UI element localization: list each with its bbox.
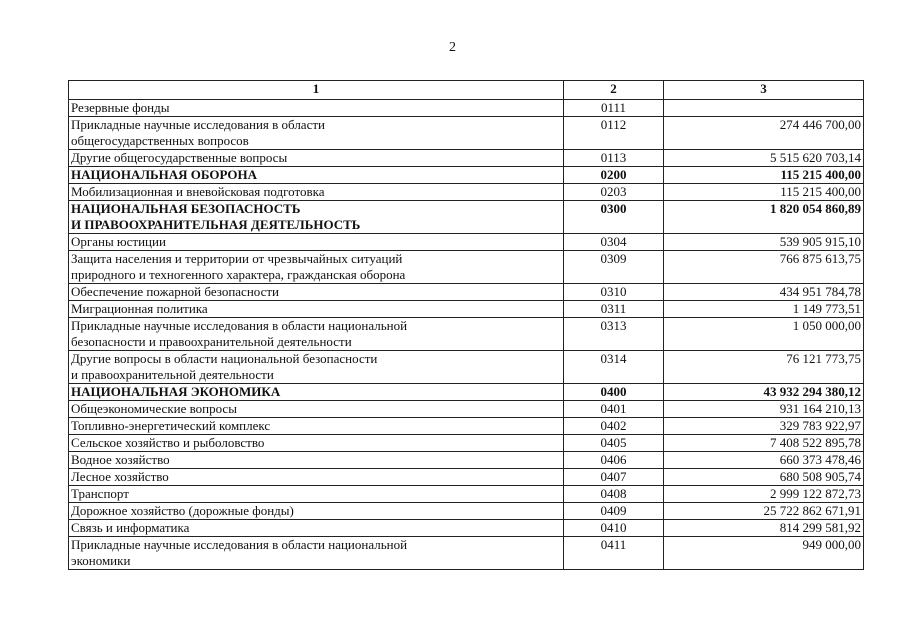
row-amount-cell: 434 951 784,78 [664, 284, 864, 301]
table-row [69, 100, 864, 117]
row-code-cell: 0200 [564, 167, 664, 184]
row-name-cell: НАЦИОНАЛЬНАЯ БЕЗОПАСНОСТЬ И ПРАВООХРАНИТЕЛЬНАЯ ДЕЯТЕЛЬНОСТЬ [69, 201, 564, 234]
column-header-2: 2 [564, 81, 664, 100]
row-name-cell: Миграционная политика [69, 301, 564, 318]
row-code-cell: 0411 [564, 537, 664, 570]
row-code-cell: 0409 [564, 503, 664, 520]
column-header-3: 3 [664, 81, 864, 100]
row-name-cell: Связь и информатика [69, 520, 564, 537]
row-amount-cell: 660 373 478,46 [664, 452, 864, 469]
table-row [69, 201, 864, 234]
row-code-cell: 0300 [564, 201, 664, 234]
table-header-row [69, 81, 864, 100]
table-row [69, 452, 864, 469]
row-amount-cell: 329 783 922,97 [664, 418, 864, 435]
table-row [69, 167, 864, 184]
row-code-cell: 0113 [564, 150, 664, 167]
row-code-cell: 0311 [564, 301, 664, 318]
row-name-cell: Транспорт [69, 486, 564, 503]
row-code-cell: 0407 [564, 469, 664, 486]
table-row [69, 401, 864, 418]
row-code-cell: 0408 [564, 486, 664, 503]
row-amount-cell: 2 999 122 872,73 [664, 486, 864, 503]
row-code-cell: 0410 [564, 520, 664, 537]
row-code-cell: 0314 [564, 351, 664, 384]
row-amount-cell: 949 000,00 [664, 537, 864, 570]
row-code-cell: 0401 [564, 401, 664, 418]
row-name-cell: Защита населения и территории от чрезвычайных ситуаций природного и техногенного характера, гражданская оборона [69, 251, 564, 284]
row-amount-cell: 25 722 862 671,91 [664, 503, 864, 520]
row-name-cell: Прикладные научные исследования в области национальной экономики [69, 537, 564, 570]
row-code-cell: 0304 [564, 234, 664, 251]
row-amount-cell: 115 215 400,00 [664, 167, 864, 184]
row-name-cell: Прикладные научные исследования в области общегосударственных вопросов [69, 117, 564, 150]
row-amount-cell: 539 905 915,10 [664, 234, 864, 251]
row-name-cell: Мобилизационная и вневойсковая подготовка [69, 184, 564, 201]
row-amount-cell: 274 446 700,00 [664, 117, 864, 150]
table-row [69, 503, 864, 520]
row-name-cell: Общеэкономические вопросы [69, 401, 564, 418]
row-name-cell: Топливно-энергетический комплекс [69, 418, 564, 435]
row-name-cell: Другие вопросы в области национальной безопасности и правоохранительной деятельности [69, 351, 564, 384]
row-amount-cell: 76 121 773,75 [664, 351, 864, 384]
row-amount-cell: 1 149 773,51 [664, 301, 864, 318]
row-name-cell: Дорожное хозяйство (дорожные фонды) [69, 503, 564, 520]
table-row [69, 184, 864, 201]
row-code-cell: 0309 [564, 251, 664, 284]
row-name-cell: Прикладные научные исследования в области национальной безопасности и правоохранительной деятельности [69, 318, 564, 351]
row-code-cell: 0400 [564, 384, 664, 401]
table-row [69, 469, 864, 486]
row-name-cell: Обеспечение пожарной безопасности [69, 284, 564, 301]
table-row [69, 486, 864, 503]
row-amount-cell: 766 875 613,75 [664, 251, 864, 284]
table-row [69, 284, 864, 301]
row-name-cell: Сельское хозяйство и рыболовство [69, 435, 564, 452]
row-name-cell: Лесное хозяйство [69, 469, 564, 486]
table-row [69, 150, 864, 167]
row-code-cell: 0203 [564, 184, 664, 201]
table-row [69, 418, 864, 435]
row-amount-cell: 680 508 905,74 [664, 469, 864, 486]
row-code-cell: 0310 [564, 284, 664, 301]
row-name-cell: Органы юстиции [69, 234, 564, 251]
row-amount-cell: 43 932 294 380,12 [664, 384, 864, 401]
table-row [69, 351, 864, 384]
table-row [69, 251, 864, 284]
row-amount-cell: 931 164 210,13 [664, 401, 864, 418]
row-amount-cell: 115 215 400,00 [664, 184, 864, 201]
table-row [69, 301, 864, 318]
table-body [69, 100, 864, 570]
row-amount-cell: 1 050 000,00 [664, 318, 864, 351]
row-code-cell: 0402 [564, 418, 664, 435]
budget-table [68, 80, 864, 570]
table-row [69, 520, 864, 537]
table-row [69, 384, 864, 401]
row-code-cell: 0112 [564, 117, 664, 150]
row-name-cell: Водное хозяйство [69, 452, 564, 469]
row-amount-cell: 814 299 581,92 [664, 520, 864, 537]
row-code-cell: 0313 [564, 318, 664, 351]
row-code-cell: 0406 [564, 452, 664, 469]
row-amount-cell: 7 408 522 895,78 [664, 435, 864, 452]
table-row [69, 318, 864, 351]
row-code-cell: 0405 [564, 435, 664, 452]
table-row [69, 435, 864, 452]
table-row [69, 117, 864, 150]
table-row [69, 537, 864, 570]
row-name-cell: НАЦИОНАЛЬНАЯ ЭКОНОМИКА [69, 384, 564, 401]
table-row [69, 234, 864, 251]
column-header-1: 1 [69, 81, 564, 100]
row-amount-cell: 1 820 054 860,89 [664, 201, 864, 234]
row-name-cell: Резервные фонды [69, 100, 564, 117]
row-code-cell: 0111 [564, 100, 664, 117]
row-name-cell: НАЦИОНАЛЬНАЯ ОБОРОНА [69, 167, 564, 184]
page-number: 2 [449, 40, 456, 55]
row-amount-cell [664, 100, 864, 117]
row-name-cell: Другие общегосударственные вопросы [69, 150, 564, 167]
row-amount-cell: 5 515 620 703,14 [664, 150, 864, 167]
